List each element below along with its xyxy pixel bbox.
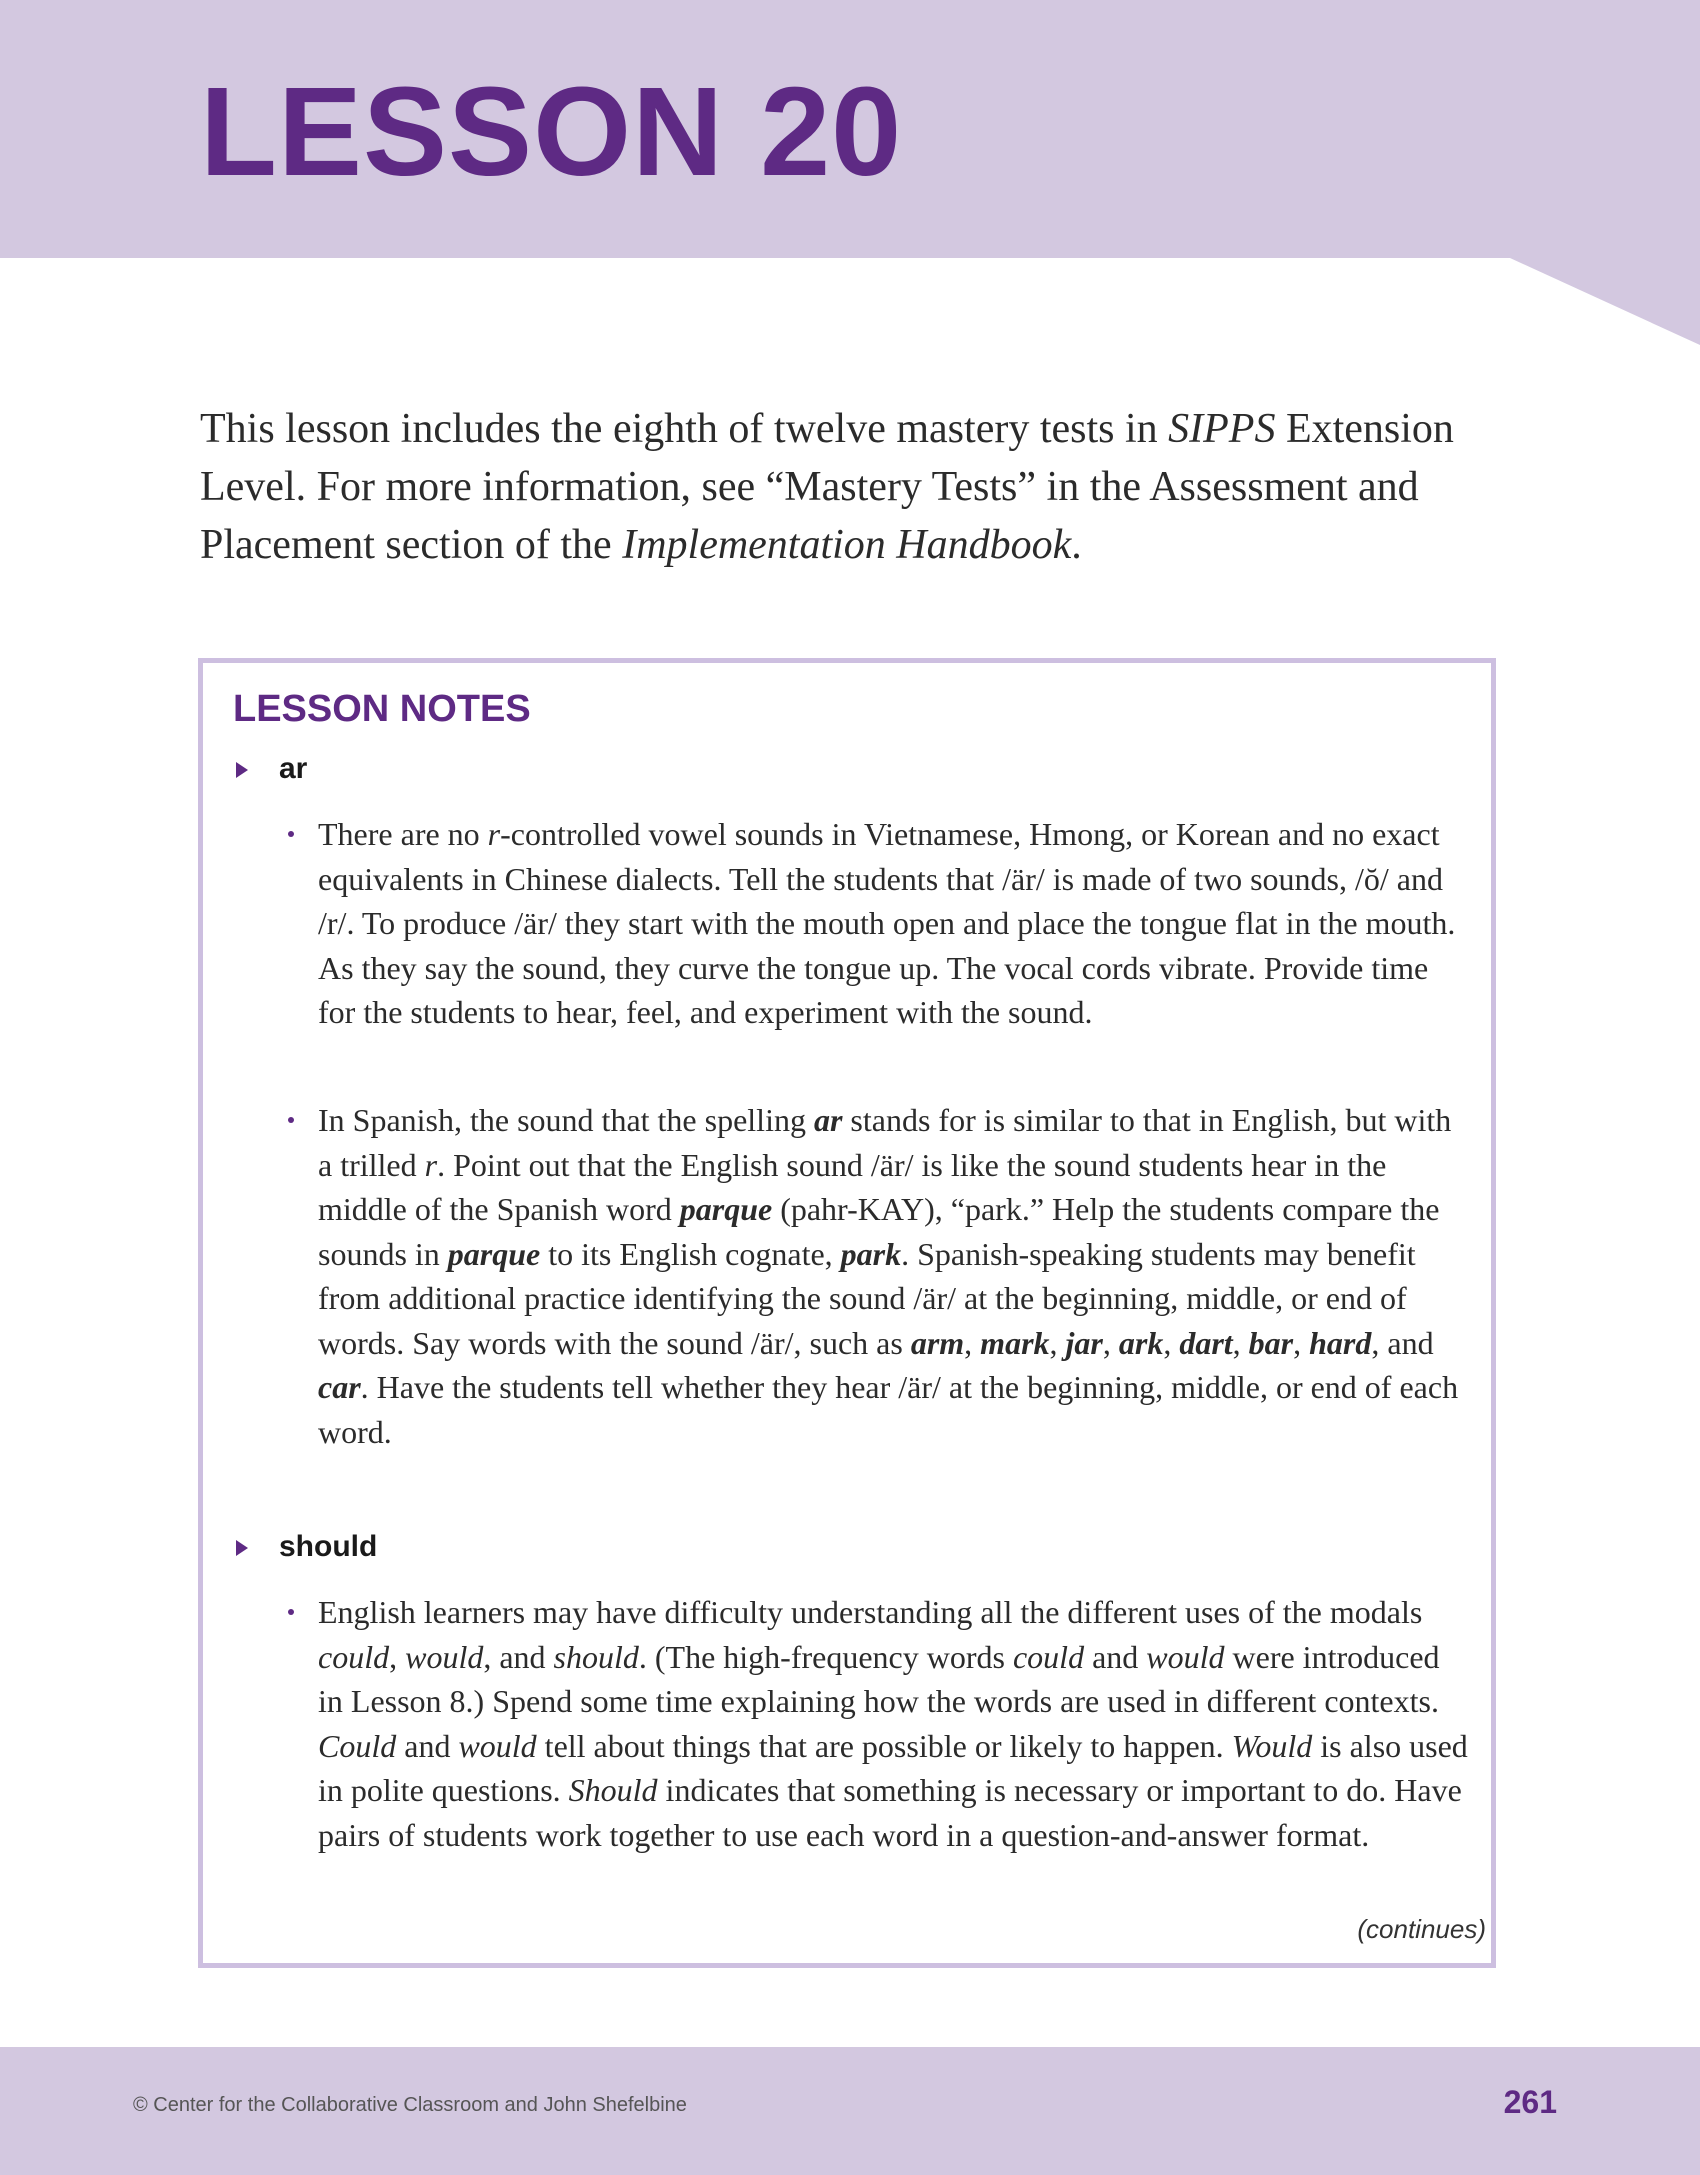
triangle-bullet-icon (236, 762, 248, 778)
dot-bullet-icon (288, 1117, 294, 1123)
triangle-bullet-icon (236, 1540, 248, 1556)
continues-label: (continues) (1357, 1914, 1486, 1944)
page-number: 261 (1503, 2084, 1557, 2120)
lesson-title: LESSON 20 (200, 61, 903, 202)
note-paragraph-ar-2: In Spanish, the sound that the spelling ar stands for is similar to that in English, but with a trilled r. Point out that the English sound /är/ is like the sound students hear in the middle of the Spanish word parque (pahr-KAY), “park.” Help the students compare the sounds in parque to its English cognate, park. Spanish-speaking students may benefit from additional practice identifying the sound /är/ at the beginning, middle, or end of words. Say words with the sound /är/, such as arm, mark, jar, ark, dart, bar, hard, and car. Have the students tell whether they hear /är/ at the beginning, middle, or end of each word. (318, 1102, 1459, 1450)
note-paragraph-should-1: English learners may have difficulty understanding all the different uses of the modals could, would, and should. (The high-frequency words could and would were introduced in Lesson 8.) Spend some time explaining how the words are used in different contexts. Could and would tell about things that are possible or likely to happen. Would is also used in polite questions. Should indicates that something is necessary or important to do. Have pairs of students work together to use each word in a question-and-answer format. (318, 1594, 1468, 1853)
topic-ar: ar (279, 752, 308, 785)
topic-should: should (279, 1530, 378, 1563)
dot-bullet-icon (288, 1609, 294, 1615)
note-paragraph-ar-1: There are no r-controlled vowel sounds in Vietnamese, Hmong, or Korean and no exact equivalents in Chinese dialects. Tell the students that /är/ is made of two sounds, /ŏ/ and /r/. To produce /är/ they start with the mouth open and place the tongue flat in the mouth. As they say the sound, they curve the tongue up. The vocal cords vibrate. Provide time for the students to hear, feel, and experiment with the sound. (318, 816, 1456, 1030)
dot-bullet-icon (288, 831, 294, 837)
intro-paragraph: This lesson includes the eighth of twelve mastery tests in SIPPS Extension Level. For more information, see “Mastery Tests” in the Assessment and Placement section of the Implementation Handbook. (200, 406, 1454, 568)
copyright-text: © Center for the Collaborative Classroom and John Shefelbine (133, 2094, 687, 2116)
lesson-notes-heading: LESSON NOTES (233, 688, 531, 730)
